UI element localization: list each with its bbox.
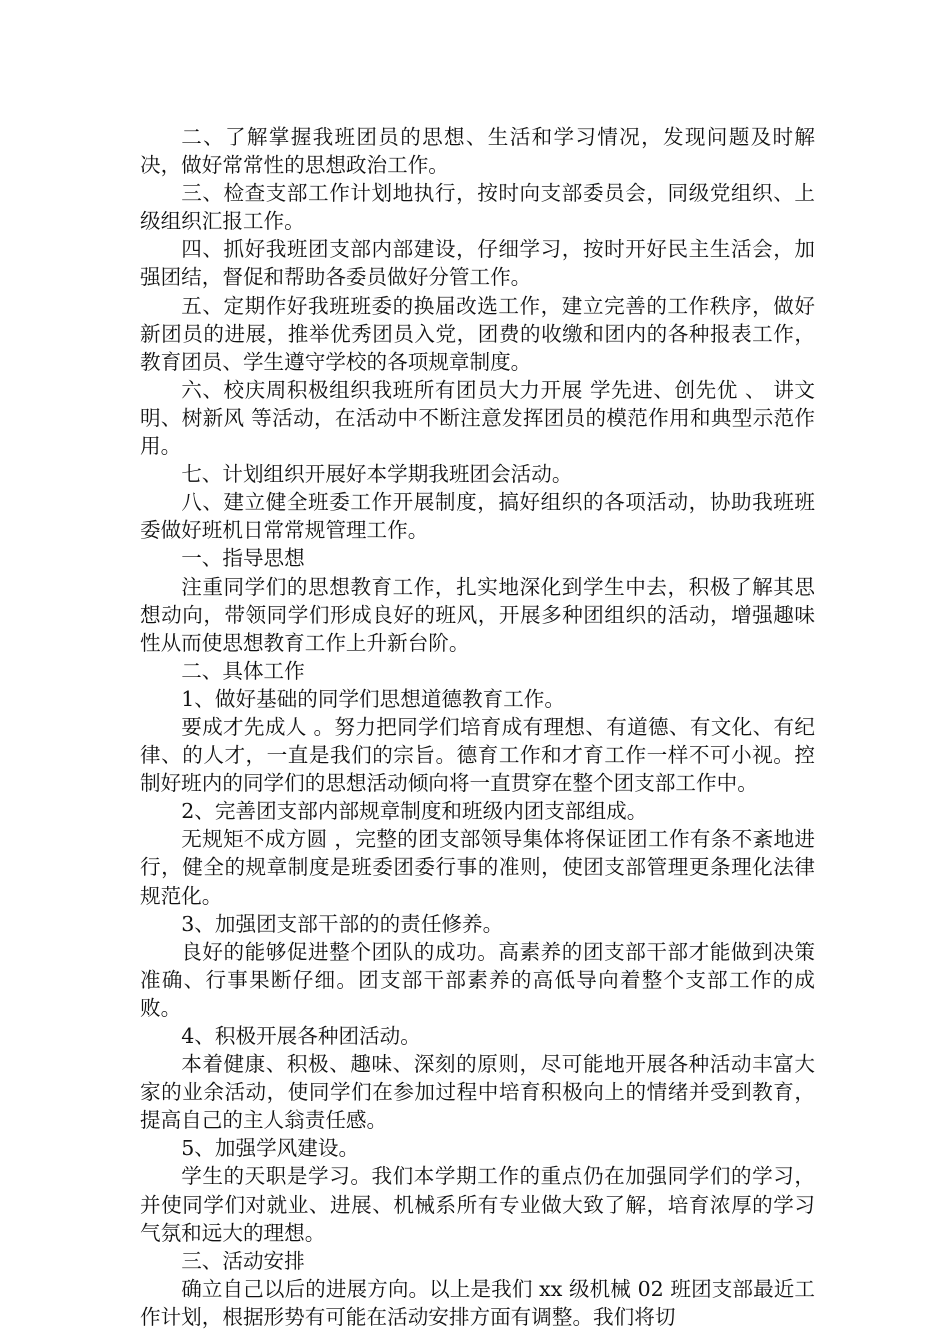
subheading: 5、加强学风建设。 <box>181 1136 360 1161</box>
paragraph: 本着健康、积极、趣味、深刻的原则，尽可能地开展各种活动丰富大家的业余活动，使同学们在参加过程中培育积极向上的情绪并受到教育，提高自己的主人翁责任感。 <box>140 1052 815 1133</box>
subheading: 3、加强团支部干部的的责任修养。 <box>181 911 504 936</box>
subheading: 4、积极开展各种团活动。 <box>181 1024 421 1048</box>
paragraph: 七、计划组织开展好本学期我班团会活动。 <box>181 462 573 487</box>
paragraph: 二、了解掌握我班团员的思想、生活和学习情况，发现问题及时解决，做好常常性的思想政治工作。 <box>140 125 815 178</box>
paragraph: 三、检查支部工作计划地执行，按时向支部委员会，同级党组织、上级组织汇报工作。 <box>140 181 815 234</box>
paragraph: 六、校庆周积极组织我班所有团员大力开展 学先进、创先优 、 讲文明、树新风 等活动，在活动中不断注意发挥团员的模范作用和典型示范作用。 <box>140 377 815 459</box>
paragraph: 确立自己以后的进展方向。以上是我们 xx 级机械 02 班团支部最近工作计划，根据形势有可能在活动安排方面有调整。我们将切 <box>140 1276 815 1329</box>
paragraph: 五、定期作好我班班委的换届改选工作，建立完善的工作秩序，做好新团员的进展，推举优秀团员入党，团费的收缴和团内的各种报表工作，教育团员、学生遵守学校的各项规章制度。 <box>140 293 815 374</box>
paragraph: 四、抓好我班团支部内部建设，仔细学习，按时开好民主生活会，加强团结，督促和帮助各委员做好分管工作。 <box>140 237 815 290</box>
subheading: 2、完善团支部内部规章制度和班级内团支部组成。 <box>181 799 648 824</box>
subheading: 1、做好基础的同学们思想道德教育工作。 <box>181 686 565 711</box>
paragraph: 良好的能够促进整个团队的成功。高素养的团支部干部才能做到决策准确、行事果断仔细。团支部干部素养的高低导向着整个支部工作的成败。 <box>140 939 815 1020</box>
paragraph: 学生的天职是学习。我们本学期工作的重点仍在加强同学们的学习，并使同学们对就业、进展、机械系所有专业做大致了解，培育浓厚的学习气氛和远大的理想。 <box>140 1164 815 1245</box>
paragraph: 无规矩不成方圆 ，完整的团支部领导集体将保证团工作有条不紊地进行，健全的规章制度是班委团委行事的准则，使团支部管理更条理化法律规范化。 <box>140 827 815 908</box>
section-heading: 二、具体工作 <box>181 658 305 683</box>
paragraph: 八、建立健全班委工作开展制度，搞好组织的各项活动，协助我班班委做好班机日常常规管理工作。 <box>140 490 815 543</box>
section-heading: 三、活动安排 <box>181 1248 305 1273</box>
paragraph: 要成才先成人 。努力把同学们培育成有理想、有道德、有文化、有纪律、的人才，一直是我们的宗旨。德育工作和才育工作一样不可小视。控制好班内的同学们的思想活动倾向将一直贯穿在整个团支部工作中。 <box>140 714 815 796</box>
paragraph: 注重同学们的思想教育工作，扎实地深化到学生中去，积极了解其思想动向，带领同学们形成良好的班风，开展多种团组织的活动，增强趣味性从而使思想教育工作上升新台阶。 <box>140 574 815 655</box>
section-heading: 一、指导思想 <box>181 546 305 571</box>
document-body <box>140 123 815 1331</box>
